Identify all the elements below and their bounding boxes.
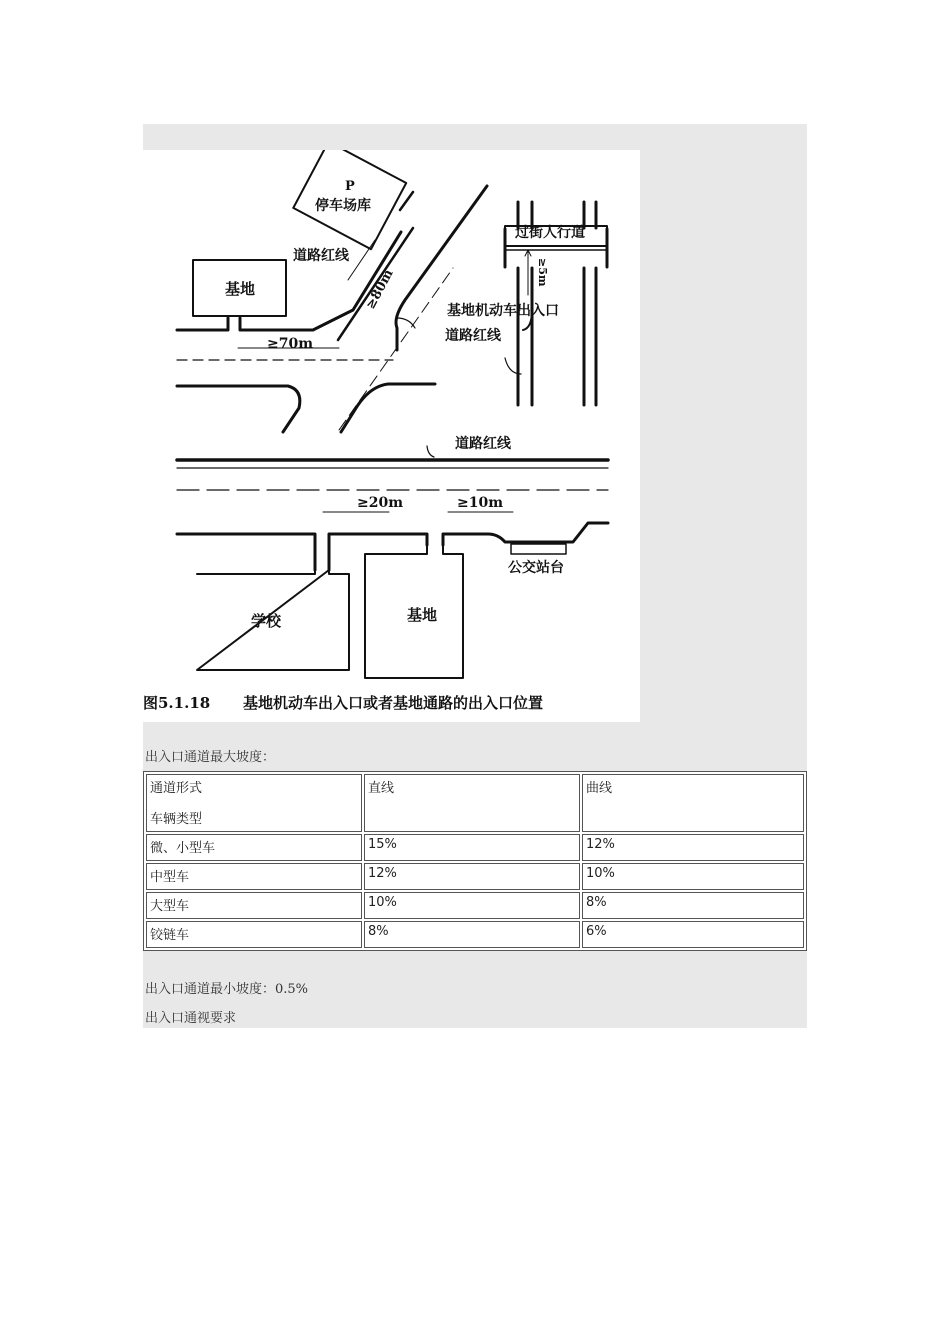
entrance-label: 基地机动车出入口 xyxy=(447,303,559,319)
base-bottom-label: 基地 xyxy=(407,606,438,624)
max-slope-title: 出入口通道最大坡度： xyxy=(145,750,276,765)
header-corner-cell xyxy=(146,774,362,832)
crosswalk-label: 过街人行道 xyxy=(515,225,585,241)
figure-caption-text: 基地机动车出入口或者基地通路的出入口位置 xyxy=(243,694,544,712)
entrance-location-figure xyxy=(143,150,640,722)
vehicle-type-cell: 中型车 xyxy=(146,863,362,890)
header-curve: 曲线 xyxy=(582,774,804,832)
curve-slope-cell: 8% xyxy=(582,892,804,919)
figure-caption-number: 图5.1.18 xyxy=(143,694,211,712)
site-plan-diagram xyxy=(143,150,640,722)
slope-table xyxy=(143,771,807,951)
vehicle-type-cell: 微、小型车 xyxy=(146,834,362,861)
vehicle-type-cell: 铰链车 xyxy=(146,921,362,948)
parking-label: 停车场库 xyxy=(315,198,371,214)
parking-p-label: P xyxy=(345,179,355,194)
table-row xyxy=(146,921,804,948)
sight-requirement-text: 出入口通视要求 xyxy=(145,1011,237,1026)
vehicle-type-cell: 大型车 xyxy=(146,892,362,919)
distance-5m-label: ≥5m xyxy=(536,258,549,287)
table-row xyxy=(146,892,804,919)
table-row xyxy=(146,863,804,890)
straight-slope-cell: 12% xyxy=(364,863,580,890)
red-line-label-2: 道路红线 xyxy=(445,328,501,344)
distance-80m-label: ≥80m xyxy=(363,267,397,312)
straight-slope-cell: 8% xyxy=(364,921,580,948)
distance-20m-label: ≥20m xyxy=(357,495,404,511)
distance-10m-label: ≥10m xyxy=(457,495,504,511)
min-slope-text: 出入口通道最小坡度：0.5% xyxy=(145,982,309,997)
curve-slope-cell: 6% xyxy=(582,921,804,948)
distance-70m-label: ≥70m xyxy=(267,336,314,352)
school-label: 学校 xyxy=(251,612,282,630)
red-line-label-1: 道路红线 xyxy=(293,248,349,264)
straight-slope-cell: 15% xyxy=(364,834,580,861)
table-row xyxy=(146,834,804,861)
curve-slope-cell: 12% xyxy=(582,834,804,861)
header-straight: 直线 xyxy=(364,774,580,832)
red-line-label-3: 道路红线 xyxy=(455,436,511,452)
header-vehicle-type: 车辆类型 xyxy=(150,812,203,827)
curve-slope-cell: 10% xyxy=(582,863,804,890)
straight-slope-cell: 10% xyxy=(364,892,580,919)
base-top-label: 基地 xyxy=(225,280,256,298)
bus-stop-label: 公交站台 xyxy=(508,560,564,576)
header-passage-form: 通道形式 xyxy=(150,781,203,796)
table-header-row xyxy=(146,774,804,832)
